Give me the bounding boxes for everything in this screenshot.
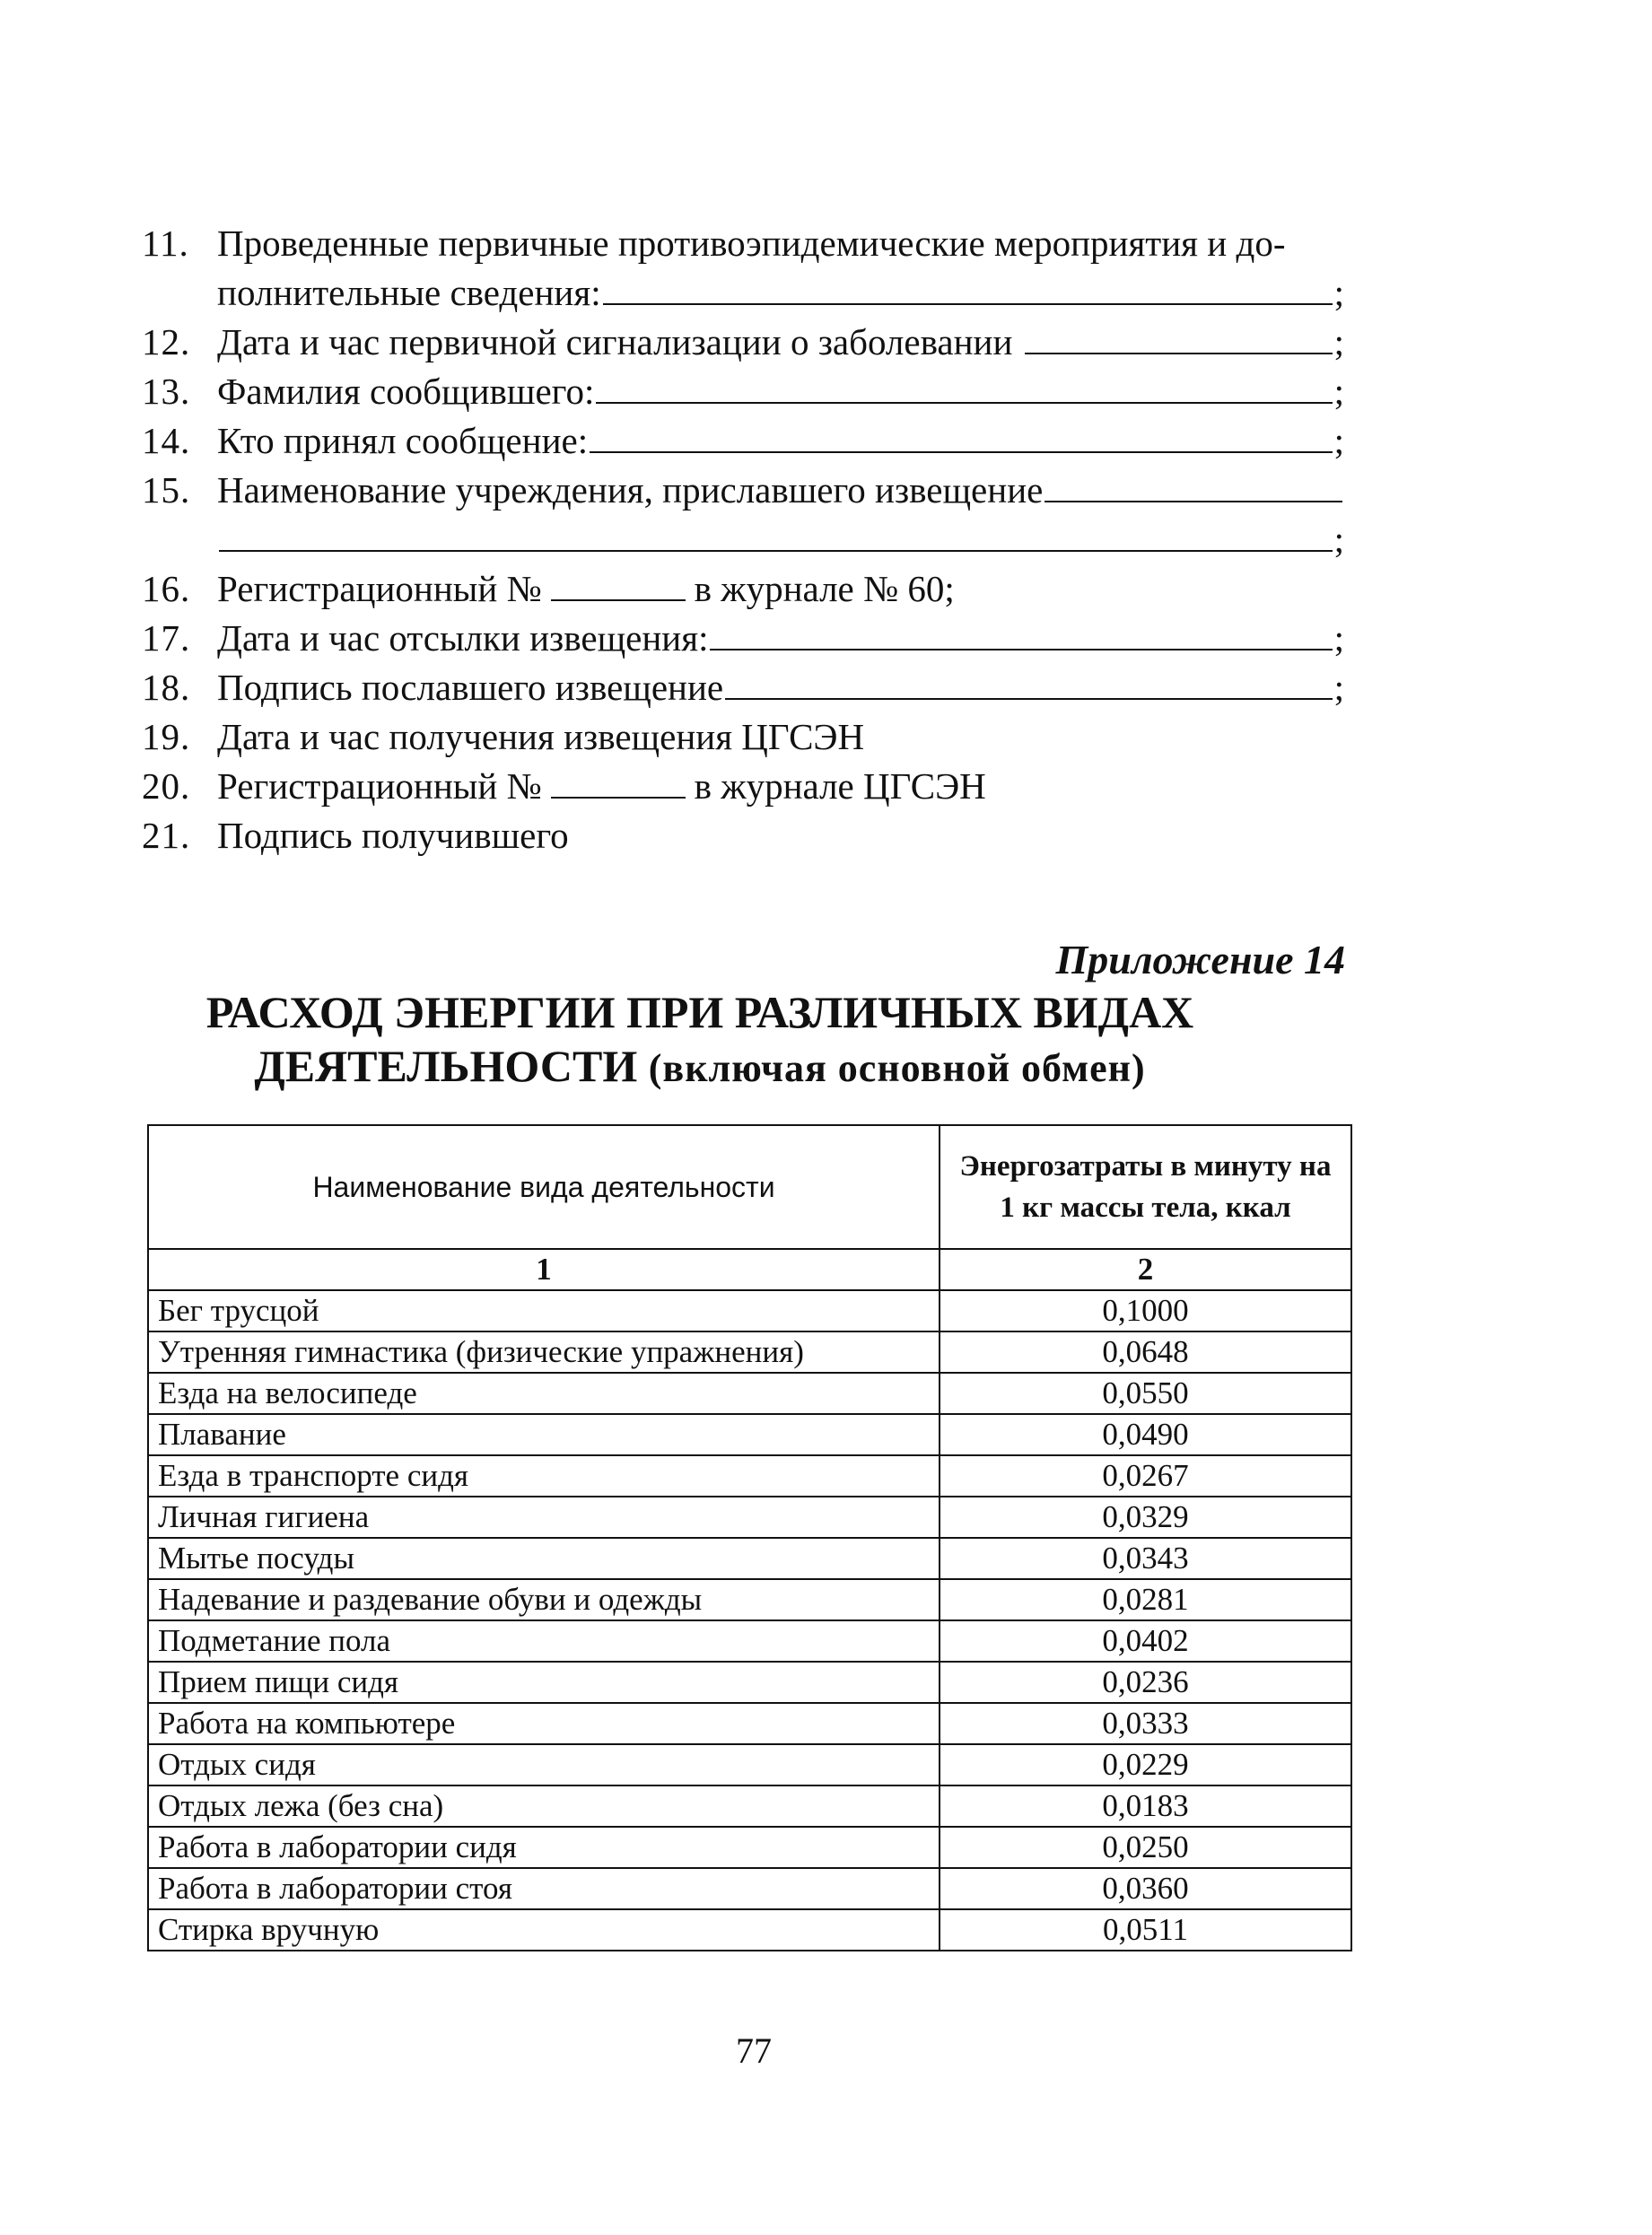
table-row bbox=[148, 1662, 1351, 1703]
table-row bbox=[148, 1373, 1351, 1414]
activity-name: Работа на компьютере bbox=[148, 1703, 940, 1744]
item-text: Кто принял сообщение: bbox=[217, 420, 589, 461]
activity-name: Бег трусцой bbox=[148, 1290, 940, 1331]
item-number: 17. bbox=[142, 617, 191, 659]
energy-value: 0,0229 bbox=[940, 1744, 1351, 1785]
table-row bbox=[148, 1290, 1351, 1331]
item-text: Регистрационный № bbox=[217, 568, 542, 609]
blank-line bbox=[590, 419, 1332, 453]
activity-name: Работа в лаборатории стоя bbox=[148, 1868, 940, 1909]
semicolon: ; bbox=[1333, 617, 1344, 659]
form-item-18 bbox=[142, 663, 1344, 712]
form-item-21 bbox=[142, 811, 1344, 860]
title-line-1: РАСХОД ЭНЕРГИИ ПРИ РАЗЛИЧНЫХ ВИДАХ bbox=[205, 987, 1194, 1037]
activity-name: Прием пищи сидя bbox=[148, 1662, 940, 1703]
semicolon: ; bbox=[1333, 272, 1344, 313]
item-number: 21. bbox=[142, 815, 191, 856]
title-line-2-main: ДЕЯТЕЛЬНОСТИ bbox=[254, 1041, 638, 1091]
title-line-2 bbox=[144, 1039, 1256, 1096]
section-title bbox=[144, 985, 1256, 1096]
energy-value: 0,0343 bbox=[940, 1538, 1351, 1579]
item-number: 16. bbox=[142, 568, 191, 609]
energy-value: 0,0267 bbox=[940, 1455, 1351, 1497]
item-text: Дата и час первичной сигнализации о заболевании bbox=[217, 321, 1013, 362]
item-number: 15. bbox=[142, 469, 191, 511]
energy-value: 0,0511 bbox=[940, 1909, 1351, 1951]
table-row bbox=[148, 1497, 1351, 1538]
energy-value: 0,0236 bbox=[940, 1662, 1351, 1703]
energy-value: 0,0550 bbox=[940, 1373, 1351, 1414]
item-number: 13. bbox=[142, 371, 191, 412]
activity-name: Плавание bbox=[148, 1414, 940, 1455]
activity-name: Подметание пола bbox=[148, 1620, 940, 1662]
form-item-15 bbox=[142, 466, 1344, 515]
energy-value: 0,0281 bbox=[940, 1579, 1351, 1620]
item-text: Регистрационный № bbox=[217, 765, 542, 807]
blank-line bbox=[725, 666, 1332, 700]
form-item-13 bbox=[142, 367, 1344, 416]
table-row bbox=[148, 1868, 1351, 1909]
appendix-label: Приложение 14 bbox=[1055, 937, 1345, 982]
table-row bbox=[148, 1331, 1351, 1373]
page-number: 77 bbox=[736, 2030, 772, 2071]
activity-name: Надевание и раздевание обуви и одежды bbox=[148, 1579, 940, 1620]
item-text: Подпись получившего bbox=[217, 815, 569, 856]
item-text: Проведенные первичные противоэпидемические мероприятия и до- bbox=[217, 223, 1286, 264]
activity-name: Отдых сидя bbox=[148, 1744, 940, 1785]
semicolon: ; bbox=[1333, 519, 1344, 560]
energy-value: 0,0183 bbox=[940, 1785, 1351, 1827]
blank-line bbox=[551, 567, 686, 601]
energy-value: 0,0250 bbox=[940, 1827, 1351, 1868]
energy-value: 0,0333 bbox=[940, 1703, 1351, 1744]
item-tail: в журнале № 60; bbox=[694, 568, 955, 609]
form-item-19 bbox=[142, 712, 1344, 762]
column-index-1: 1 bbox=[148, 1249, 940, 1290]
table-row bbox=[148, 1538, 1351, 1579]
form-item-11-continuation bbox=[142, 268, 1344, 318]
item-number: 18. bbox=[142, 667, 191, 708]
energy-value: 0,0648 bbox=[940, 1331, 1351, 1373]
item-text: Наименование учреждения, приславшего извещение bbox=[217, 469, 1044, 511]
blank-line bbox=[596, 370, 1332, 404]
semicolon: ; bbox=[1333, 321, 1344, 362]
activity-name: Личная гигиена bbox=[148, 1497, 940, 1538]
semicolon: ; bbox=[1333, 371, 1344, 412]
table-row bbox=[148, 1455, 1351, 1497]
activity-name: Езда на велосипеде bbox=[148, 1373, 940, 1414]
energy-value: 0,0360 bbox=[940, 1868, 1351, 1909]
energy-table bbox=[147, 1124, 1352, 1951]
blank-line bbox=[551, 764, 686, 799]
form-item-20 bbox=[142, 762, 1344, 811]
form-item-11 bbox=[142, 219, 1344, 268]
activity-name: Утренняя гимнастика (физические упражнения) bbox=[148, 1331, 940, 1373]
item-text: Фамилия сообщившего: bbox=[217, 371, 595, 412]
item-number: 14. bbox=[142, 420, 191, 461]
item-number: 12. bbox=[142, 321, 191, 362]
item-number: 19. bbox=[142, 716, 191, 757]
form-items-list bbox=[142, 219, 1344, 860]
activity-name: Мытье посуды bbox=[148, 1538, 940, 1579]
blank-line bbox=[1025, 320, 1332, 354]
item-text: Подпись пославшего извещение bbox=[217, 667, 724, 708]
column-header-activity: Наименование вида деятельности bbox=[148, 1125, 940, 1249]
activity-name: Стирка вручную bbox=[148, 1909, 940, 1951]
activity-name: Отдых лежа (без сна) bbox=[148, 1785, 940, 1827]
table-row bbox=[148, 1620, 1351, 1662]
table-row bbox=[148, 1414, 1351, 1455]
form-item-15-continuation bbox=[142, 515, 1344, 564]
semicolon: ; bbox=[1333, 667, 1344, 708]
column-header-energy: Энергозатраты в минуту на 1 кг массы тела, ккал bbox=[940, 1125, 1351, 1249]
item-text: Дата и час отсылки извещения: bbox=[217, 617, 709, 659]
table-row bbox=[148, 1827, 1351, 1868]
form-item-14 bbox=[142, 416, 1344, 466]
blank-line bbox=[710, 616, 1332, 650]
blank-line bbox=[603, 271, 1333, 305]
activity-name: Работа в лаборатории сидя bbox=[148, 1827, 940, 1868]
energy-value: 0,0329 bbox=[940, 1497, 1351, 1538]
table-row bbox=[148, 1744, 1351, 1785]
activity-name: Езда в транспорте сидя bbox=[148, 1455, 940, 1497]
form-item-12 bbox=[142, 318, 1344, 367]
table-row bbox=[148, 1785, 1351, 1827]
column-index-2: 2 bbox=[940, 1249, 1351, 1290]
semicolon: ; bbox=[1333, 420, 1344, 461]
table-row bbox=[148, 1703, 1351, 1744]
energy-value: 0,0490 bbox=[940, 1414, 1351, 1455]
title-line-2-sub: (включая основной обмен) bbox=[648, 1046, 1146, 1090]
item-number: 11. bbox=[142, 223, 189, 264]
energy-value: 0,0402 bbox=[940, 1620, 1351, 1662]
blank-line bbox=[219, 518, 1333, 552]
table-row bbox=[148, 1579, 1351, 1620]
table-index-row bbox=[148, 1249, 1351, 1290]
item-tail: в журнале ЦГСЭН bbox=[694, 765, 986, 807]
item-number: 20. bbox=[142, 765, 191, 807]
item-text-continuation: полнительные сведения: bbox=[217, 272, 601, 313]
table-row bbox=[148, 1909, 1351, 1951]
form-item-16 bbox=[142, 564, 1344, 614]
table-header-row bbox=[148, 1125, 1351, 1249]
blank-line bbox=[1045, 468, 1342, 502]
energy-value: 0,1000 bbox=[940, 1290, 1351, 1331]
form-item-17 bbox=[142, 614, 1344, 663]
item-text: Дата и час получения извещения ЦГСЭН bbox=[217, 716, 865, 757]
